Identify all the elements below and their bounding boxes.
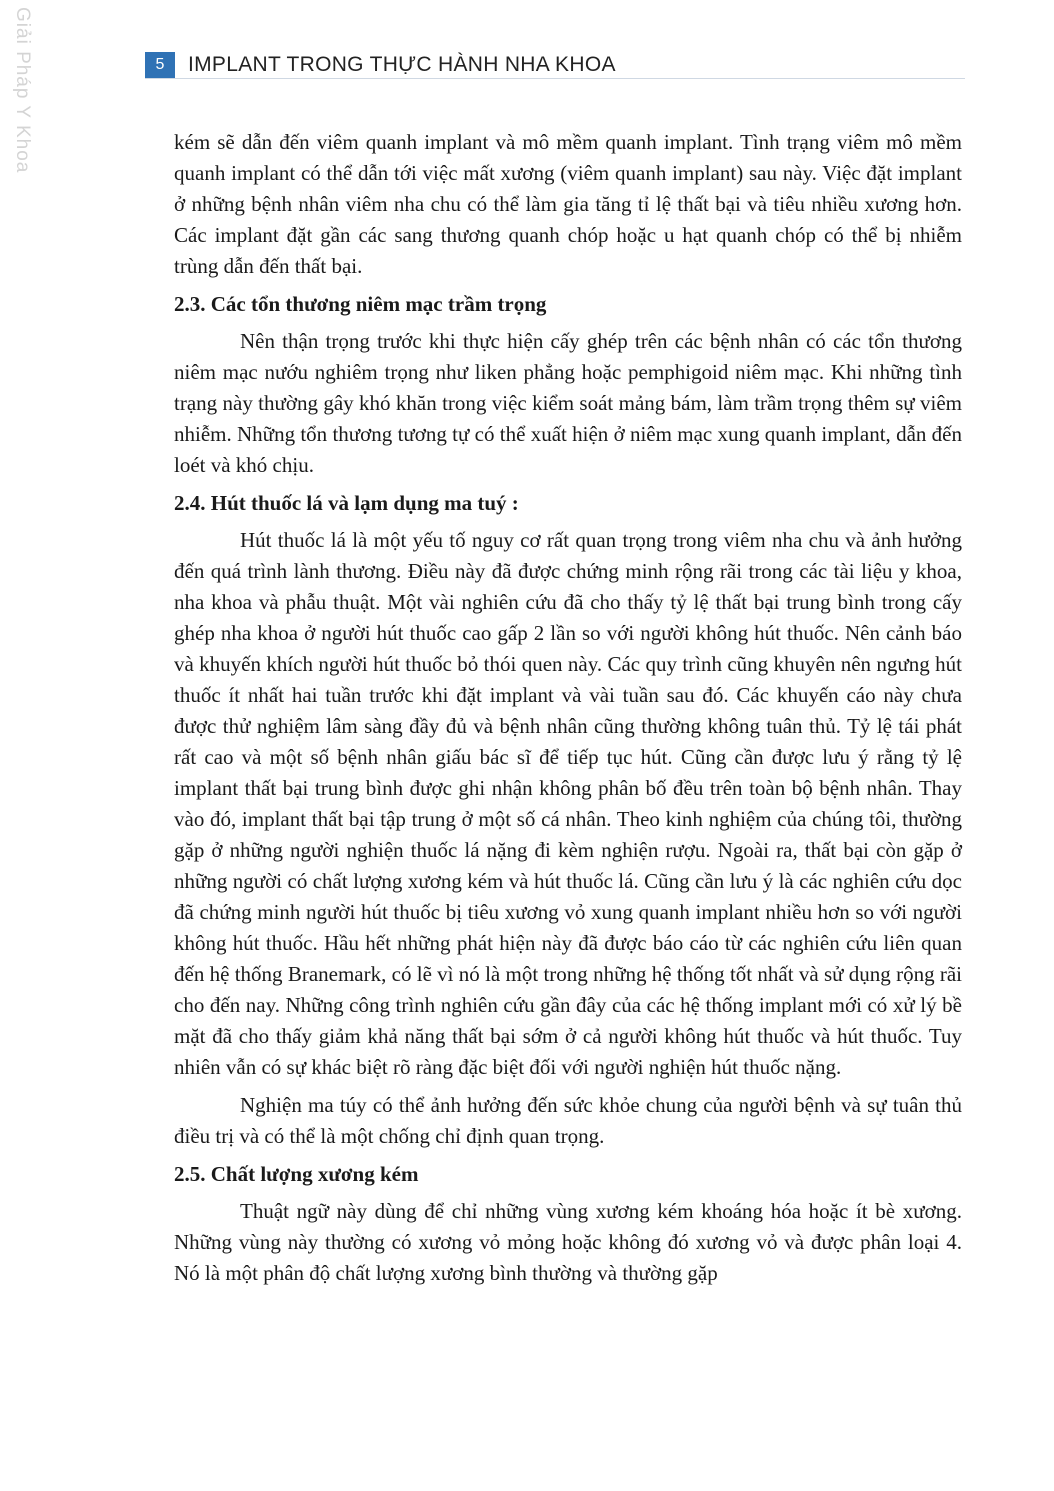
page-header [145, 52, 616, 78]
section-heading-2-5: 2.5. Chất lượng xương kém [174, 1162, 419, 1186]
running-title: IMPLANT TRONG THỰC HÀNH NHA KHOA [188, 53, 616, 76]
paragraph: Thuật ngữ này dùng để chỉ những vùng xương kém khoáng hóa hoặc ít bè xương. Những vùng này thường có xương vỏ mỏng hoặc không đó xương vỏ và được phân loại 4. Nó là một phân độ chất lượng xương bình thường và thường gặp [174, 1199, 962, 1285]
paragraph: Nghiện ma túy có thể ảnh hưởng đến sức khỏe chung của người bệnh và sự tuân thủ điều trị và có thể là một chống chỉ định quan trọng. [174, 1093, 962, 1148]
page-number: 5 [145, 52, 175, 78]
paragraph: Nên thận trọng trước khi thực hiện cấy ghép trên các bệnh nhân có các tổn thương niêm mạc nướu nghiêm trọng như liken phẳng hoặc pemphigoid niêm mạc. Khi những tình trạng này thường gây khó khăn trong việc kiểm soát mảng bám, làm trầm trọng thêm sự viêm nhiễm. Những tổn thương tương tự có thể xuất hiện ở niêm mạc xung quanh implant, dẫn đến loét và khó chịu. [174, 329, 962, 477]
watermark: Giải Pháp Y Khoa [12, 7, 33, 174]
section-heading-2-4: 2.4. Hút thuốc lá và lạm dụng ma tuý : [174, 491, 519, 515]
page-body [174, 127, 962, 1289]
paragraph: Hút thuốc lá là một yếu tố nguy cơ rất quan trọng trong viêm nha chu và ảnh hưởng đến quá trình lành thương. Điều này đã được chứng minh rộng rãi trong các tài liệu y khoa, nha khoa và phẫu thuật. Một vài nghiên cứu đã cho thấy tỷ lệ thất bại trung bình trong cấy ghép nha khoa ở người hút thuốc cao gấp 2 lần so với người không hút thuốc. Nên cảnh báo và khuyến khích người hút thuốc bỏ thói quen này. Các quy trình cũng khuyên nên ngưng hút thuốc ít nhất hai tuần trước khi đặt implant và vài tuần sau đó. Các khuyến cáo này chưa được thử nghiệm lâm sàng đầy đủ và bệnh nhân cũng thường không tuân thủ. Tỷ lệ tái phát rất cao và một số bệnh nhân giấu bác sĩ để tiếp tục hút. Cũng cần được lưu ý rằng tỷ lệ implant thất bại trung bình được ghi nhận không phân bố đều trên toàn bộ bệnh nhân. Thay vào đó, implant thất bại tập trung ở một số cá nhân. Theo kinh nghiệm của chúng tôi, thường gặp ở những người nghiện thuốc lá nặng đi kèm nghiện rượu. Ngoài ra, thất bại còn gặp ở những người có chất lượng xương kém và hút thuốc lá. Cũng cần lưu ý là các nghiên cứu dọc đã chứng minh người hút thuốc bị tiêu xương vỏ xung quanh implant nhiều hơn so với người không hút thuốc. Hầu hết những phát hiện này đã được báo cáo từ các nghiên cứu liên quan đến hệ thống Branemark, có lẽ vì nó là một trong những hệ thống tốt nhất và sử dụng rộng rãi cho đến nay. Những công trình nghiên cứu gần đây của các hệ thống implant mới có xử lý bề mặt đã cho thấy giảm khả năng thất bại sớm ở cả người không hút thuốc và hút thuốc. Tuy nhiên vẫn có sự khác biệt rõ ràng đặc biệt đối với người nghiện hút thuốc nặng. [174, 528, 962, 1079]
header-divider [145, 78, 965, 79]
paragraph: kém sẽ dẫn đến viêm quanh implant và mô mềm quanh implant. Tình trạng viêm mô mềm quanh implant có thể dẫn tới việc mất xương (viêm quanh implant) sau này. Việc đặt implant ở những bệnh nhân viêm nha chu có thể làm gia tăng tỉ lệ thất bại và tiêu nhiều xương hơn. Các implant đặt gần các sang thương quanh chóp hoặc u hạt quanh chóp có thể bị nhiễm trùng dẫn đến thất bại. [174, 130, 962, 278]
section-heading-2-3: 2.3. Các tổn thương niêm mạc trầm trọng [174, 292, 547, 316]
